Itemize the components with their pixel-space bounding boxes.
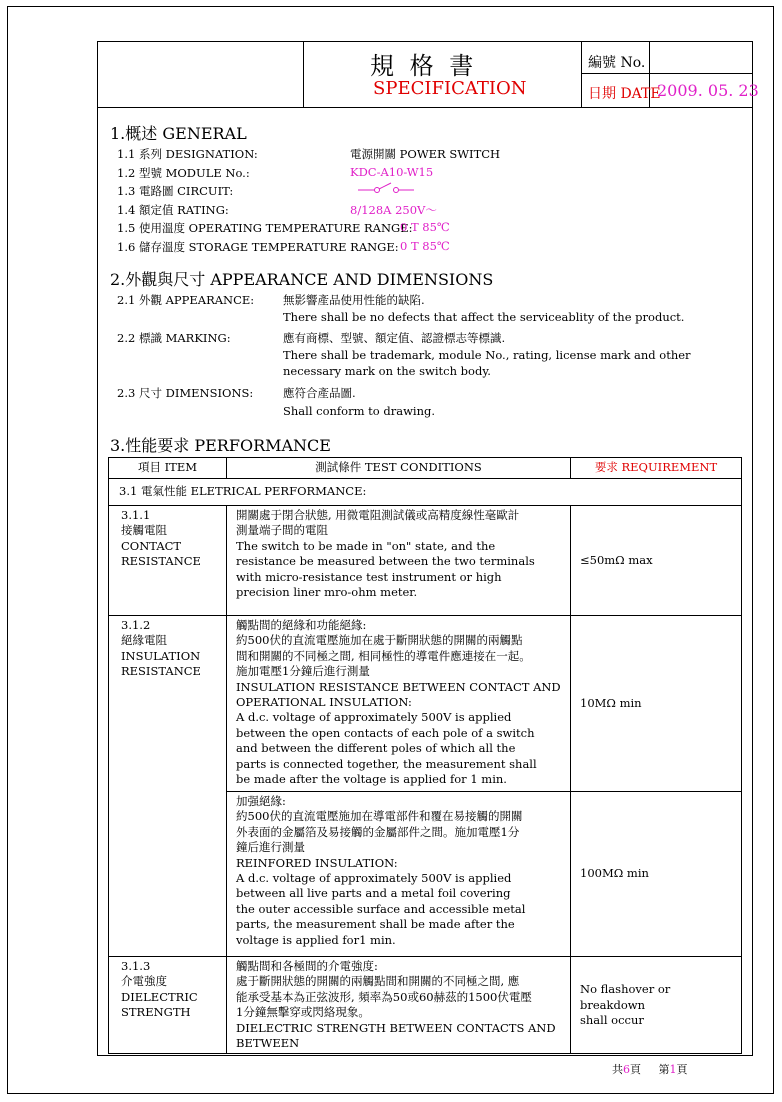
test-line: voltage is applied for1 min. [236, 932, 396, 947]
header-row-divider [581, 73, 753, 74]
test-line: INSULATION RESISTANCE BETWEEN CONTACT AND [236, 679, 561, 694]
test-cell [227, 792, 571, 957]
col-requirement-header: 要求 REQUIREMENT [571, 458, 742, 479]
dimensions-line-cn: 應符合產品圖. [283, 386, 356, 400]
appearance-heading: 2.外觀與尺寸 APPEARANCE AND DIMENSIONS [110, 270, 494, 289]
test-line: DIELECTRIC STRENGTH BETWEEN CONTACTS AND BETWEEN [236, 1020, 556, 1051]
footer-total-prefix: 共 [612, 1063, 623, 1076]
footer-page-prefix: 第 [658, 1063, 670, 1076]
footer-total-suffix: 頁 [630, 1063, 641, 1076]
header-bottom-rule [97, 107, 753, 108]
test-line: REINFORED INSULATION: [236, 855, 398, 870]
performance-table [108, 457, 742, 1054]
test-line: OPERATIONAL INSULATION: [236, 695, 412, 710]
test-line: with micro-resistance test instrument or high [236, 569, 502, 584]
requirement-value: shall occur [580, 1012, 644, 1027]
test-line: and between the different poles of which all the [236, 741, 516, 756]
test-line: between all live parts and a metal foil covering [236, 886, 511, 901]
table-row [109, 957, 742, 1054]
test-line: 鐘后進行測量 [236, 840, 305, 855]
appearance-label: 2.1 外觀 APPEARANCE: [117, 293, 255, 307]
circuit-switch-symbol [358, 181, 414, 195]
item-name-en: RESISTANCE [121, 664, 201, 679]
requirement-cell [571, 616, 742, 792]
subsection-title: 3.1 電氣性能 ELETRICAL PERFORMANCE: [109, 479, 742, 506]
test-line: A d.c. voltage of approximately 500V is applied [236, 871, 512, 886]
item-name-cn: 介電強度 [121, 974, 167, 989]
test-line: 外表面的金屬箔及易接觸的金屬部件之間。施加電壓1分 [236, 824, 520, 839]
test-line: between the open contacts of each pole of a switch [236, 725, 535, 740]
table-header-row [109, 458, 742, 479]
test-cell [227, 616, 571, 792]
page-footer [612, 1061, 687, 1077]
marking-label: 2.2 標識 MARKING: [117, 331, 231, 345]
rating-label: 1.4 額定值 RATING: [117, 203, 229, 217]
marking-line-cn: 應有商標、型號、額定值、認證標志等標識. [283, 331, 506, 345]
requirement-value: ≤50mΩ max [580, 552, 653, 567]
appearance-line-cn: 無影響產品使用性能的缺陷. [283, 293, 425, 307]
test-cell [227, 957, 571, 1054]
designation-value: 電源開關 POWER SWITCH [350, 147, 501, 161]
footer-page-number: 1 [669, 1063, 677, 1076]
dimensions-label: 2.3 尺寸 DIMENSIONS: [117, 386, 254, 400]
item-name-en: DIELECTRIC [121, 989, 198, 1004]
item-number: 3.1.2 [121, 618, 151, 632]
marking-line-en-2: necessary mark on the switch body. [283, 364, 491, 378]
footer-page-suffix: 頁 [676, 1063, 688, 1076]
module-label: 1.2 型號 MODULE No.: [117, 166, 250, 180]
designation-label: 1.1 系列 DESIGNATION: [117, 147, 258, 161]
requirement-cell [571, 957, 742, 1054]
header-divider-left [303, 41, 304, 107]
item-cell [109, 957, 227, 1054]
test-line: 間和開關的不同極之間, 相同極性的導電件應連接在一起。 [236, 648, 531, 663]
test-line: 1分鐘無擊穿或閃絡現象。 [236, 1005, 370, 1020]
test-line: 約500伏的直流電壓施加在處于斷開狀態的開關的兩觸點 [236, 633, 523, 648]
dimensions-line-en: Shall conform to drawing. [283, 404, 436, 418]
operating-temp-value: 0 T 85℃ [400, 220, 450, 234]
item-number: 3.1.3 [121, 959, 151, 973]
test-line: 觸點間和各極間的介電強度: [236, 959, 378, 973]
number-label: 編號 No. [588, 55, 646, 71]
general-heading: 1.概述 GENERAL [110, 124, 247, 143]
test-line: 加强絕緣: [236, 794, 286, 808]
test-line: 約500伏的直流電壓施加在導電部件和覆在易接觸的開關 [236, 809, 523, 824]
requirement-value: 10MΩ min [580, 695, 642, 710]
header-divider-mid [581, 41, 582, 107]
storage-temp-value: 0 T 85℃ [400, 239, 450, 253]
col-test-header: 測試條件 TEST CONDITIONS [227, 458, 571, 479]
marking-line-en-1: There shall be trademark, module No., rating, license mark and other [283, 348, 691, 362]
performance-heading: 3.性能要求 PERFORMANCE [110, 436, 331, 455]
item-cell [109, 506, 227, 616]
requirement-cell [571, 506, 742, 616]
appearance-line-en: There shall be no defects that affect the serviceablity of the product. [283, 310, 685, 324]
date-label: 日期 DATE [588, 86, 661, 102]
test-line: the outer accessible surface and accessible metal [236, 901, 526, 916]
test-line: resistance be measured between the two terminals [236, 554, 535, 569]
circuit-label: 1.3 電路圖 CIRCUIT: [117, 184, 234, 198]
title-chinese: 規 格 書 [370, 52, 478, 80]
test-line: 處于斷開狀態的開關的兩觸點間和開關的不同極之間, 應 [236, 974, 520, 989]
item-name-en: INSULATION [121, 648, 201, 663]
col-item-header: 項目 ITEM [109, 458, 227, 479]
storage-temp-label: 1.6 儲存溫度 STORAGE TEMPERATURE RANGE: [117, 240, 399, 254]
test-line: parts, the measurement shall be made after the [236, 917, 515, 932]
test-line: 測量端子間的電阻 [236, 523, 328, 538]
requirement-cell [571, 792, 742, 957]
requirement-value: 100MΩ min [580, 866, 649, 881]
item-name-en: CONTACT [121, 538, 182, 553]
test-line: precision liner mro-ohm meter. [236, 585, 418, 600]
test-line: The switch to be made in "on" state, and the [236, 538, 496, 553]
rating-value: 8/128A 250V～ [350, 203, 437, 217]
test-cell [227, 506, 571, 616]
item-number: 3.1.1 [121, 508, 151, 522]
table-row [109, 506, 742, 616]
test-line: 能承受基本為正弦波形, 頻率為50或60赫茲的1500伏電壓 [236, 989, 532, 1004]
item-name-en: STRENGTH [121, 1005, 191, 1020]
item-name-cn: 接觸電阻 [121, 523, 167, 538]
date-value: 2009. 05. 23 [657, 81, 759, 100]
test-line: A d.c. voltage of approximately 500V is applied [236, 710, 512, 725]
subsection-row [109, 479, 742, 506]
test-line: parts is connected together, the measurement shall [236, 756, 537, 771]
footer-total-pages: 6 [623, 1063, 630, 1076]
title-english: SPECIFICATION [373, 78, 527, 99]
item-cell [109, 616, 227, 957]
item-name-cn: 絕緣電阻 [121, 633, 167, 648]
module-value: KDC-A10-W15 [350, 165, 434, 179]
test-line: 開關處于閉合狀態, 用微電阻測試儀或高精度線性毫歐計 [236, 508, 520, 522]
operating-temp-label: 1.5 使用溫度 OPERATING TEMPERATURE RANGE: [117, 221, 413, 235]
test-line: 觸點間的絕緣和功能絕緣: [236, 618, 367, 632]
requirement-value: No flashover or breakdown [580, 982, 671, 1012]
test-line: 施加電壓1分鐘后進行測量 [236, 664, 370, 679]
test-line: be made after the voltage is applied for 1 min. [236, 772, 507, 787]
table-row [109, 616, 742, 792]
item-name-en: RESISTANCE [121, 554, 201, 569]
